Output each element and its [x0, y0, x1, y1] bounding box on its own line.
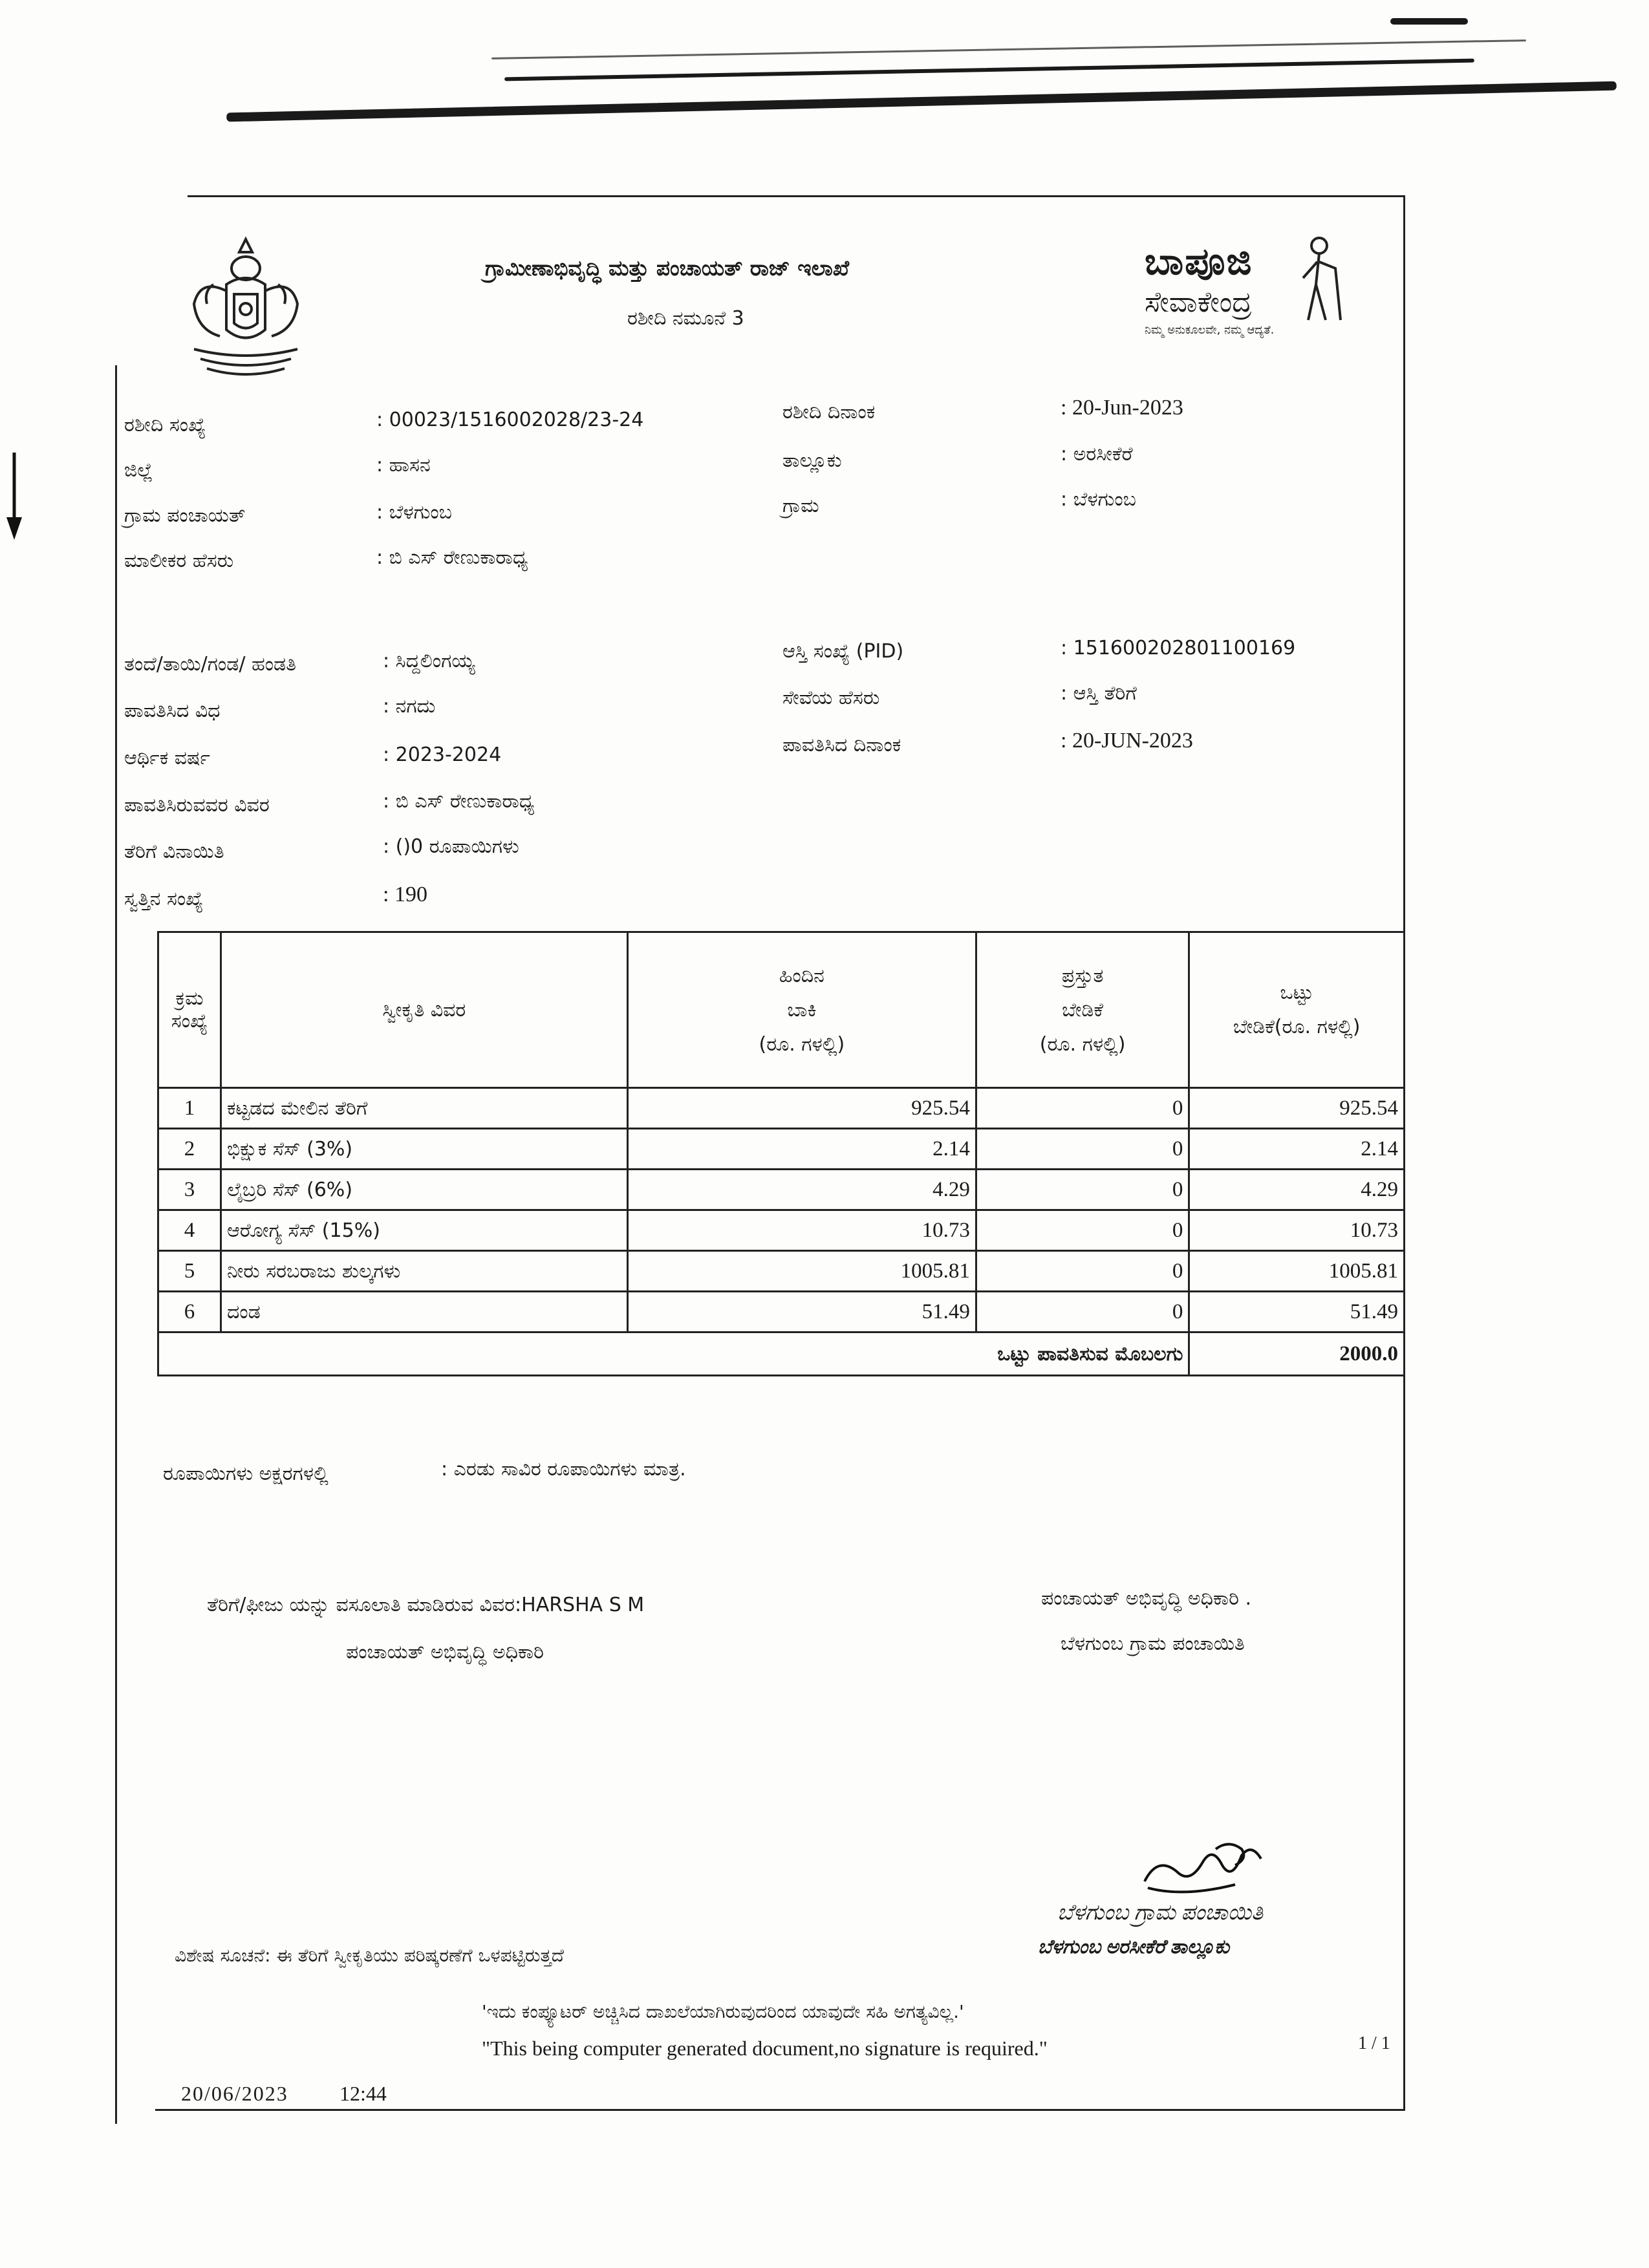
financial-year-value: : 2023-2024 — [383, 744, 502, 766]
property-number-label: ಸ್ವತ್ತಿನ ಸಂಖ್ಯೆ — [124, 888, 204, 910]
row-previous: 4.29 — [627, 1170, 976, 1210]
receipt-date-value: : 20-Jun-2023 — [1061, 396, 1183, 420]
taluk-value: : ಅರಸೀಕೆರೆ — [1061, 443, 1133, 465]
taluk-label: ತಾಲ್ಲೂಕು — [782, 449, 842, 472]
payment-date-value: : 20-JUN-2023 — [1061, 729, 1193, 753]
table-row — [158, 1210, 1405, 1251]
stamp-line2: ಬೆಳಗುಂಬ ಅರಸೀಕೆರೆ ತಾಲ್ಲೂಕು — [1038, 1936, 1230, 1958]
row-description: ಭಿಕ್ಷುಕ ಸೆಸ್ (3%) — [221, 1129, 627, 1170]
row-current: 0 — [976, 1210, 1189, 1251]
special-note: ವಿಶೇಷ ಸೂಚನೆ: ಈ ತೆರಿಗೆ ಸ್ವೀಕೃತಿಯು ಪರಿಷ್ಕರಣೆಗೆ ಒಳಪಟ್ಟಿರುತ್ತದೆ — [175, 1945, 564, 1966]
col-previous-balance-line3: (ರೂ. ಗಳಲ್ಲಿ) — [759, 1032, 845, 1056]
col-current-demand-line2: ಬೇಡಿಕೆ — [1062, 998, 1104, 1022]
payment-mode-label: ಪಾವತಿಸಿದ ವಿಧ — [124, 700, 221, 722]
row-current: 0 — [976, 1292, 1189, 1332]
col-current-demand — [976, 932, 1189, 1088]
table-header-row — [158, 932, 1405, 1088]
row-sl: 2 — [158, 1129, 221, 1170]
row-total: 4.29 — [1189, 1170, 1405, 1210]
computer-generated-note-en: "This being computer generated document,no signature is required." — [482, 2037, 1048, 2060]
table-row — [158, 1251, 1405, 1292]
row-total: 1005.81 — [1189, 1251, 1405, 1292]
row-description: ಆರೋಗ್ಯ ಸೆಸ್ (15%) — [221, 1210, 627, 1251]
officer-signature — [1138, 1836, 1280, 1901]
bapuji-logo — [1145, 239, 1352, 349]
table-row — [158, 1129, 1405, 1170]
col-previous-balance — [627, 932, 976, 1088]
tax-exemption-label: ತೆರಿಗೆ ವಿನಾಯಿತಿ — [124, 840, 224, 863]
service-name-label: ಸೇವೆಯ ಹೆಸರು — [782, 687, 880, 709]
owner-name-label: ಮಾಲೀಕರ ಹೆಸರು — [124, 550, 234, 572]
row-description: ನೀರು ಸರಬರಾಜು ಶುಲ್ಕಗಳು — [221, 1251, 627, 1292]
receipt-number-value: : 00023/1516002028/23-24 — [376, 409, 644, 431]
col-total-demand — [1189, 932, 1405, 1088]
financial-year-label: ಆರ್ಥಿಕ ವರ್ಷ — [124, 747, 210, 769]
owner-name-value: : ಬಿ ಎಸ್ ರೇಣುಕಾರಾಧ್ಯ — [376, 546, 528, 569]
district-value: : ಹಾಸನ — [376, 454, 431, 476]
row-sl: 4 — [158, 1210, 221, 1251]
row-total: 10.73 — [1189, 1210, 1405, 1251]
scan-artifact-stroke — [504, 59, 1474, 81]
logo-subtitle: ಸೇವಾಕೇಂದ್ರ — [1145, 286, 1252, 319]
table-row — [158, 1292, 1405, 1332]
row-total: 925.54 — [1189, 1088, 1405, 1129]
receipt-number-label: ರಶೀದಿ ಸಂಖ್ಯೆ — [124, 414, 206, 436]
row-total: 2.14 — [1189, 1129, 1405, 1170]
row-total: 51.49 — [1189, 1292, 1405, 1332]
row-previous: 925.54 — [627, 1088, 976, 1129]
village-value: : ಬೆಳಗುಂಬ — [1061, 488, 1136, 511]
parent-spouse-value: : ಸಿದ್ದಲಿಂಗಯ್ಯ — [383, 650, 475, 672]
row-description: ಕಟ್ಟಡದ ಮೇಲಿನ ತೆರಿಗೆ — [221, 1088, 627, 1129]
payment-mode-value: : ನಗದು — [383, 695, 436, 718]
payer-details-value: : ಬಿ ಎಸ್ ರೇಣುಕಾರಾಧ್ಯ — [383, 790, 535, 813]
table-row — [158, 1170, 1405, 1210]
property-number-value: : 190 — [383, 883, 427, 906]
village-label: ಗ್ರಾಮ — [782, 495, 819, 517]
district-label: ಜಿಲ್ಲೆ — [124, 459, 153, 482]
logo-title: ಬಾಪೂಜಿ — [1145, 239, 1253, 283]
row-sl: 5 — [158, 1251, 221, 1292]
print-date: 20/06/2023 — [181, 2082, 288, 2105]
row-previous: 1005.81 — [627, 1251, 976, 1292]
computer-generated-note-kn: 'ಇದು ಕಂಪ್ಯೂಟರ್ ಅಚ್ಚಿಸಿದ ದಾಖಲೆಯಾಗಿರುವುದರಿಂದ ಯಾವುದೇ ಸಹಿ ಅಗತ್ಯವಿಲ್ಲ.' — [482, 2001, 964, 2022]
stamp-line1: ಬೆಳಗುಂಬ ಗ್ರಾಮ ಪಂಚಾಯಿತಿ — [1057, 1901, 1264, 1925]
row-previous: 51.49 — [627, 1292, 976, 1332]
property-id-label: ಆಸ್ತಿ ಸಂಖ್ಯೆ (PID) — [782, 640, 904, 663]
receipt-frame-left — [115, 365, 117, 2124]
form-title: ರಶೀದಿ ನಮೂನೆ 3 — [627, 307, 744, 330]
row-description: ಲೈಬ್ರರಿ ಸೆಸ್ (6%) — [221, 1170, 627, 1210]
scan-artifact-stroke — [226, 81, 1617, 122]
receipt-date-label: ರಶೀದಿ ದಿನಾಂಕ — [782, 401, 876, 423]
total-value: 2000.0 — [1189, 1332, 1405, 1376]
row-sl: 1 — [158, 1088, 221, 1129]
row-previous: 10.73 — [627, 1210, 976, 1251]
logo-tagline: ನಿಮ್ಮ ಅನುಕೂಲವೇ, ನಮ್ಮ ಆದ್ಯತೆ. — [1145, 323, 1275, 337]
service-name-value: : ಆಸ್ತಿ ತೆರಿಗೆ — [1061, 682, 1137, 705]
col-current-demand-line3: (ರೂ. ಗಳಲ್ಲಿ) — [1039, 1032, 1126, 1056]
col-description: ಸ್ವೀಕೃತಿ ವಿವರ — [221, 932, 627, 1088]
row-current: 0 — [976, 1088, 1189, 1129]
gandhi-figure-icon — [1290, 233, 1348, 323]
property-id-value: : 151600202801100169 — [1061, 637, 1296, 659]
col-total-demand-line2: ಬೇಡಿಕೆ(ರೂ. ಗಳಲ್ಲಿ) — [1233, 1016, 1361, 1038]
tax-breakdown-table — [157, 931, 1405, 1376]
officer-designation: ಪಂಚಾಯತ್ ಅಭಿವೃದ್ಧಿ ಅಧಿಕಾರಿ . — [1041, 1587, 1252, 1610]
col-previous-balance-line1: ಹಿಂದಿನ — [779, 964, 824, 987]
amount-in-words-label: ರೂಪಾಯಿಗಳು ಅಕ್ಷರಗಳಲ್ಲಿ — [163, 1462, 329, 1485]
col-sl-no: ಕ್ರಮ ಸಂಖ್ಯೆ — [158, 932, 221, 1088]
karnataka-emblem-icon — [181, 233, 310, 381]
row-current: 0 — [976, 1251, 1189, 1292]
table-total-row — [158, 1332, 1405, 1376]
department-title: ಗ್ರಾಮೀಣಾಭಿವೃದ್ಧಿ ಮತ್ತು ಪಂಚಾಯತ್ ರಾಜ್ ಇಲಾಖೆ — [485, 255, 850, 281]
tax-exemption-value: : ()0 ರೂಪಾಯಿಗಳು — [383, 835, 519, 858]
scan-artifact-stroke — [1390, 18, 1468, 25]
officer-panchayat: ಬೆಳಗುಂಬ ಗ್ರಾಮ ಪಂಚಾಯಿತಿ — [1061, 1632, 1245, 1655]
row-current: 0 — [976, 1170, 1189, 1210]
col-total-demand-line1: ಒಟ್ಟು — [1280, 981, 1313, 1004]
total-label: ಒಟ್ಟು ಪಾವತಿಸುವ ಮೊಬಲಗು — [158, 1332, 1189, 1376]
row-current: 0 — [976, 1129, 1189, 1170]
parent-spouse-label: ತಂದೆ/ತಾಯಿ/ಗಂಡ/ ಹಂಡತಿ — [124, 653, 297, 676]
row-sl: 3 — [158, 1170, 221, 1210]
receipt-frame-bottom — [155, 2109, 1405, 2111]
scan-artifact-stroke — [491, 39, 1526, 59]
gram-panchayat-label: ಗ್ರಾಮ ಪಂಚಾಯತ್ — [124, 504, 246, 527]
collector-details: ತೆರಿಗೆ/ಫೀಜು ಯನ್ನು ವಸೂಲಾತಿ ಮಾಡಿರುವ ವಿವರ:HARSHA S M — [207, 1594, 645, 1616]
col-current-demand-line1: ಪ್ರಸ್ತುತ — [1061, 964, 1104, 987]
collector-designation: ಪಂಚಾಯತ್ ಅಭಿವೃದ್ಧಿ ಅಧಿಕಾರಿ — [346, 1641, 544, 1664]
row-previous: 2.14 — [627, 1129, 976, 1170]
col-previous-balance-line2: ಬಾಕಿ — [787, 998, 817, 1022]
scan-arrow-mark — [6, 453, 32, 543]
row-sl: 6 — [158, 1292, 221, 1332]
row-description: ದಂಡ — [221, 1292, 627, 1332]
print-time: 12:44 — [339, 2082, 387, 2105]
page-number: 1 / 1 — [1358, 2033, 1390, 2053]
table-row — [158, 1088, 1405, 1129]
amount-in-words-value: : ಎರಡು ಸಾವಿರ ರೂಪಾಯಿಗಳು ಮಾತ್ರ. — [441, 1458, 686, 1481]
gram-panchayat-value: : ಬೆಳಗುಂಬ — [376, 501, 452, 524]
payer-details-label: ಪಾವತಿಸಿರುವವರ ವಿವರ — [124, 794, 270, 817]
payment-date-label: ಪಾವತಿಸಿದ ದಿನಾಂಕ — [782, 734, 901, 756]
